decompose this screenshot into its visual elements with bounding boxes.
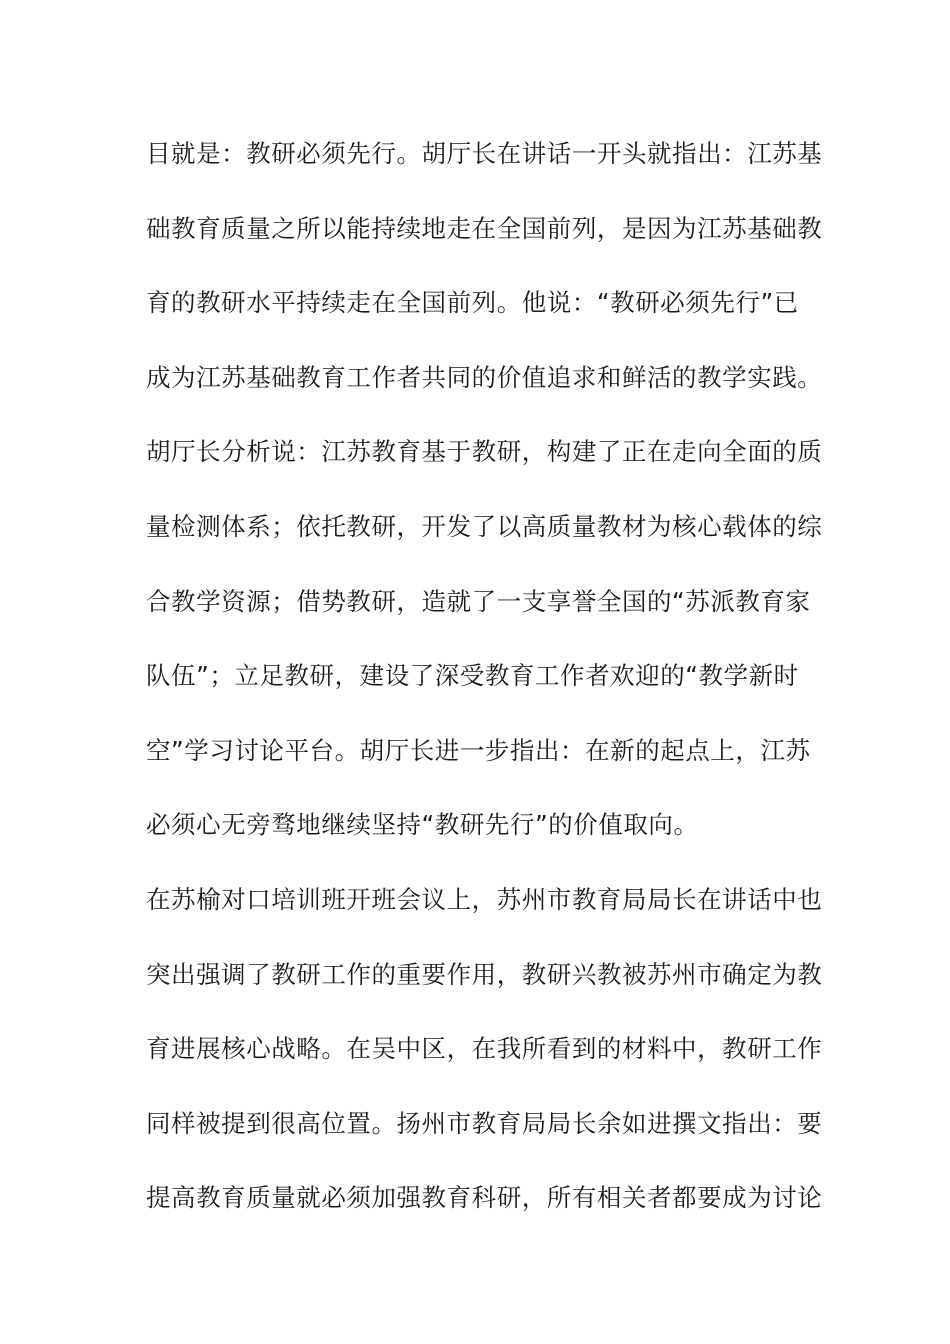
text-line: 提高教育质量就必须加强教育科研，所有相关者都要成为讨论	[146, 1183, 823, 1213]
text-line: 育进展核心战略。在吴中区，在我所看到的材料中，教研工作	[146, 1034, 823, 1064]
text-line: 合教学资源；借势教研，造就了一支享誉全国的“苏派教育家	[146, 586, 811, 616]
text-line: 必须心无旁骛地继续坚持“教研先行”的价值取向。	[146, 810, 699, 840]
text-line: 在苏榆对口培训班开班会议上，苏州市教育局局长在讲话中也	[146, 884, 823, 914]
text-line: 育的教研水平持续走在全国前列。他说：“教研必须先行”已	[146, 288, 799, 318]
text-line: 目就是：教研必须先行。胡厅长在讲话一开头就指出：江苏基	[146, 139, 823, 168]
text-line: 突出强调了教研工作的重要作用，教研兴教被苏州市确定为教	[146, 959, 823, 989]
text-line: 胡厅长分析说：江苏教育基于教研，构建了正在走向全面的质	[146, 437, 823, 467]
text-line: 成为江苏基础教育工作者共同的价值追求和鲜活的教学实践。	[146, 362, 823, 392]
text-line: 队伍”；立足教研，建设了深受教育工作者欢迎的“教学新时	[146, 661, 799, 691]
text-line: 量检测体系；依托教研，开发了以高质量教材为核心载体的综	[146, 511, 823, 541]
text-line: 础教育质量之所以能持续地走在全国前列，是因为江苏基础教	[146, 213, 823, 243]
body-text	[146, 128, 823, 1247]
text-line: 空”学习讨论平台。胡厅长进一步指出：在新的起点上，江苏	[146, 735, 811, 765]
text-line: 同样被提到很高位置。扬州市教育局局长余如进撰文指出：要	[146, 1108, 823, 1138]
